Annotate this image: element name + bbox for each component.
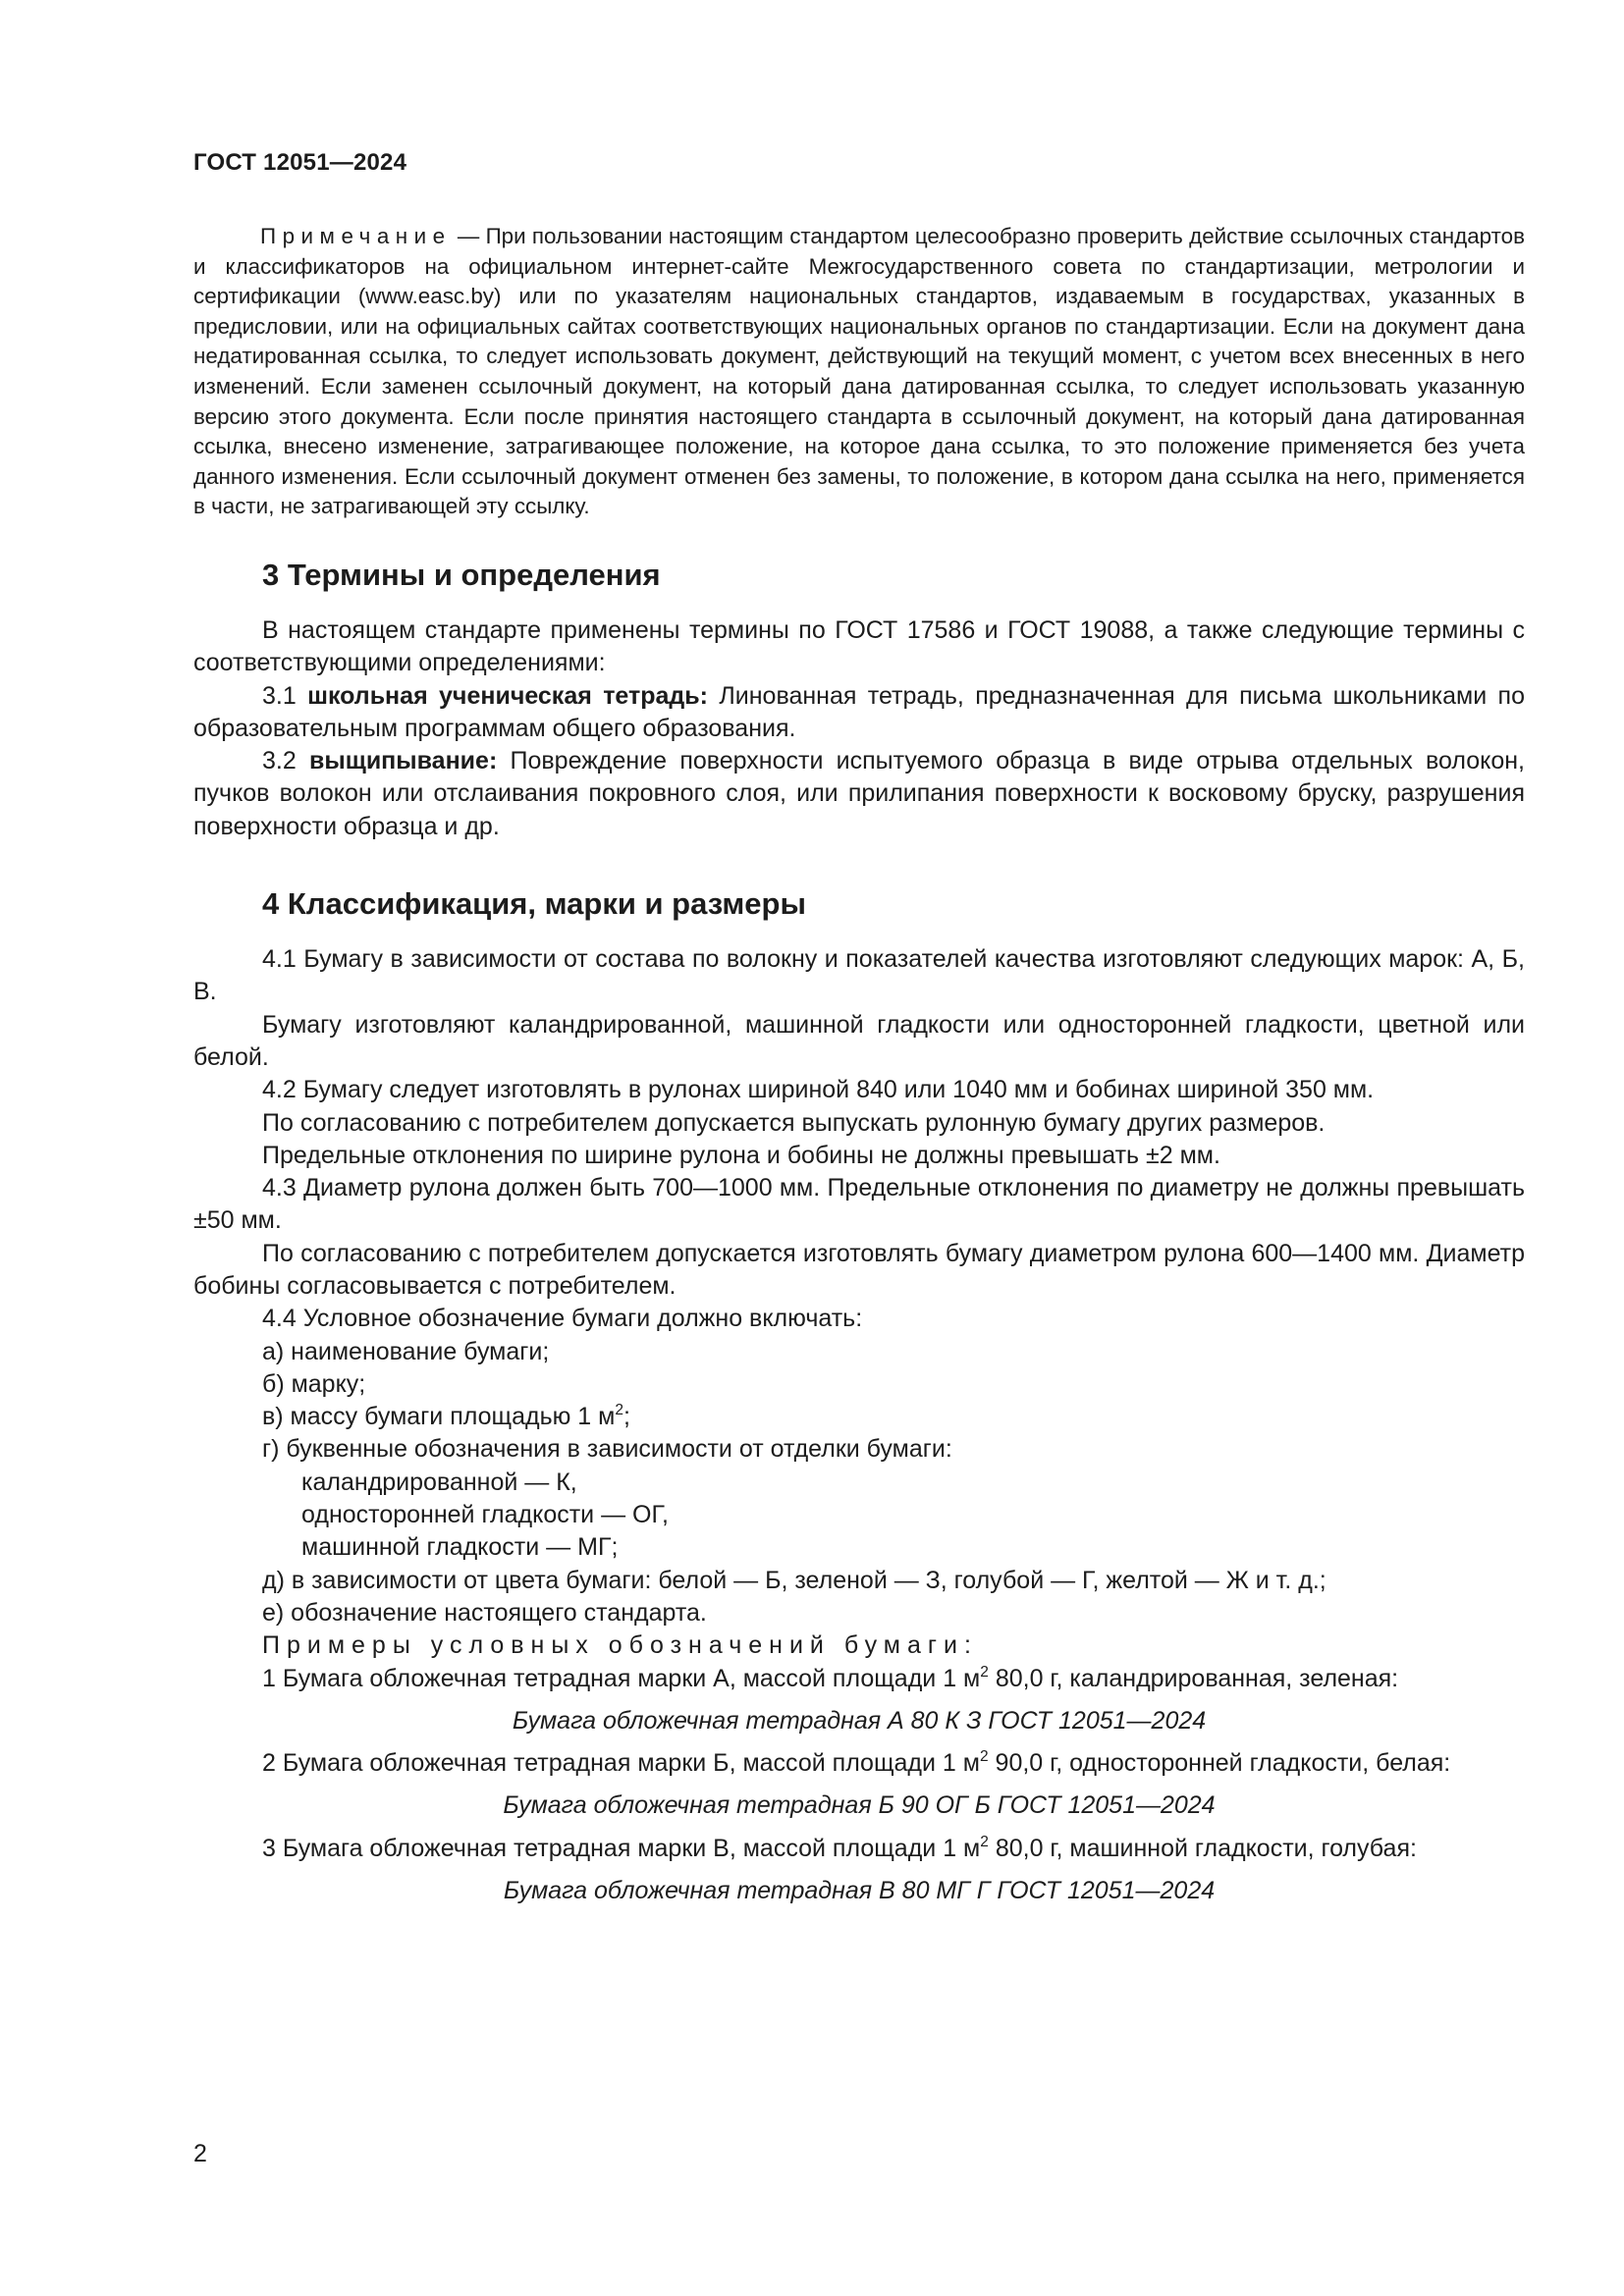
term-3-1-number: 3.1 [262,681,308,710]
list-subitem-machine: машинной гладкости — МГ; [301,1533,619,1562]
list-item-b: б) марку; [262,1369,366,1398]
example-2 [193,1747,1525,1780]
section-4-title: 4 Классификация, марки и размеры [262,886,806,922]
term-3-2 [193,745,1525,843]
clause-4-2-tolerance: Предельные отклонения по ширине рулона и бобины не должны превышать ±2 мм. [262,1141,1220,1169]
note-text: — При пользовании настоящим стандартом целесообразно проверить действие ссылочных стандартов и классификаторов на официальном интернет-сайте Межгосударственного совета по стандартизации, метрологии и сертификации (www.easc.by) или по указателям национальных стандартов, издаваемым в государствах, указанных в предисловии, или на официальных сайтах соответствующих национальных органов по стандартизации. Если на документ дана недатированная ссылка, то следует использовать документ, действующий на текущий момент, с учетом всех внесенных в него изменений. Если заменен ссылочный документ, на который дана датированная ссылка, то следует использовать указанную версию этого документа. Если после принятия настоящего стандарта в ссылочный документ, на который дана датированная ссылка, внесено изменение, затрагивающее положение, на которое дана ссылка, то это положение применяется без учета данного изменения. Если ссылочный документ отменен без замены, то положение, в котором дана ссылка на него, применяется в части, не затрагивающей эту ссылку. [193,224,1525,519]
list-subitem-calendered: каландрированной — К, [301,1468,577,1496]
note-label: Примечание [260,224,452,248]
example-3-end: 80,0 г, машинной гладкости, голубая: [988,1834,1417,1862]
example-3-text: 3 Бумага обложечная тетрадная марки В, массой площади 1 м [262,1834,981,1862]
list-subitem-one-side: односторонней гладкости — ОГ, [301,1501,669,1529]
example-2-text: 2 Бумага обложечная тетрадная марки Б, массой площади 1 м [262,1749,980,1778]
clause-4-4: 4.4 Условное обозначение бумаги должно включать: [262,1305,863,1333]
page-number: 2 [193,2140,207,2167]
superscript-2: 2 [615,1402,623,1419]
page-content [193,222,1525,1907]
clause-4-2: 4.2 Бумагу следует изготовлять в рулонах шириной 840 или 1040 мм и бобинах шириной 350 мм. [262,1076,1375,1104]
section-3-title: 3 Термины и определения [262,557,661,592]
list-item-g: г) буквенные обозначения в зависимости от отделки бумаги: [262,1435,952,1464]
clause-4-1-finish: Бумагу изготовляют каландрированной, машинной гладкости или односторонней гладкости, цветной или белой. [193,1010,1525,1071]
example-3-code: Бумага обложечная тетрадная В 80 МГ Г ГОСТ 12051—2024 [503,1877,1216,1905]
clause-4-3-agreement: По согласованию с потребителем допускается изготовлять бумагу диаметром рулона 600—1400 мм. Диаметр бобины согласовывается с потребителем. [193,1239,1525,1300]
example-2-end: 90,0 г, односторонней гладкости, белая: [988,1749,1451,1778]
term-3-2-number: 3.2 [262,747,309,775]
example-3 [193,1833,1525,1865]
list-item-v [193,1401,1525,1433]
example-1-end: 80,0 г, каландрированная, зеленая: [988,1664,1399,1692]
list-item-v-text: в) массу бумаги площадью 1 м [262,1403,616,1431]
list-item-a: а) наименование бумаги; [262,1337,550,1365]
example-1-code: Бумага обложечная тетрадная А 80 К З ГОСТ 12051—2024 [512,1706,1207,1735]
list-item-v-end: ; [623,1403,630,1431]
term-3-1-definition: Линованная тетрадь, предназначенная для письма школьниками по образовательным программам общего образования. [193,681,1525,742]
term-3-1-term: школьная ученическая тетрадь: [307,681,708,710]
term-3-1 [193,680,1525,746]
note-paragraph [193,222,1525,522]
superscript-2: 2 [979,1748,989,1766]
superscript-2: 2 [980,1833,989,1850]
clause-4-1: 4.1 Бумагу в зависимости от состава по волокну и показателей качества изготовляют следующих марок: А, Б, В. [193,945,1525,1006]
term-3-2-definition: Повреждение поверхности испытуемого образца в виде отрыва отдельных волокон, пучков волокон или отслаивания покровного слоя, или прилипания поверхности к восковому бруску, разрушения поверхности образца и др. [193,747,1526,840]
list-item-e: е) обозначение настоящего стандарта. [262,1598,707,1627]
clause-4-2-agreement: По согласованию с потребителем допускается выпускать рулонную бумагу других размеров. [262,1108,1326,1137]
superscript-2: 2 [980,1663,989,1681]
example-2-code: Бумага обложечная тетрадная Б 90 ОГ Б ГОСТ 12051—2024 [503,1791,1216,1820]
examples-label: Примеры условных обозначений бумаги: [262,1631,978,1660]
section-3-intro: В настоящем стандарте применены термины по ГОСТ 17586 и ГОСТ 19088, а также следующие термины с соответствующими определениями: [193,615,1525,677]
clause-4-3: 4.3 Диаметр рулона должен быть 700—1000 мм. Предельные отклонения по диаметру не должны превышать ±50 мм. [193,1174,1525,1235]
document-header: ГОСТ 12051—2024 [193,149,407,176]
example-1-text: 1 Бумага обложечная тетрадная марки А, массой площади 1 м [262,1664,981,1692]
term-3-2-term: выщипывание: [309,747,498,775]
list-item-d: д) в зависимости от цвета бумаги: белой — Б, зеленой — З, голубой — Г, желтой — Ж и т. д.; [262,1566,1326,1594]
example-1 [193,1663,1525,1695]
